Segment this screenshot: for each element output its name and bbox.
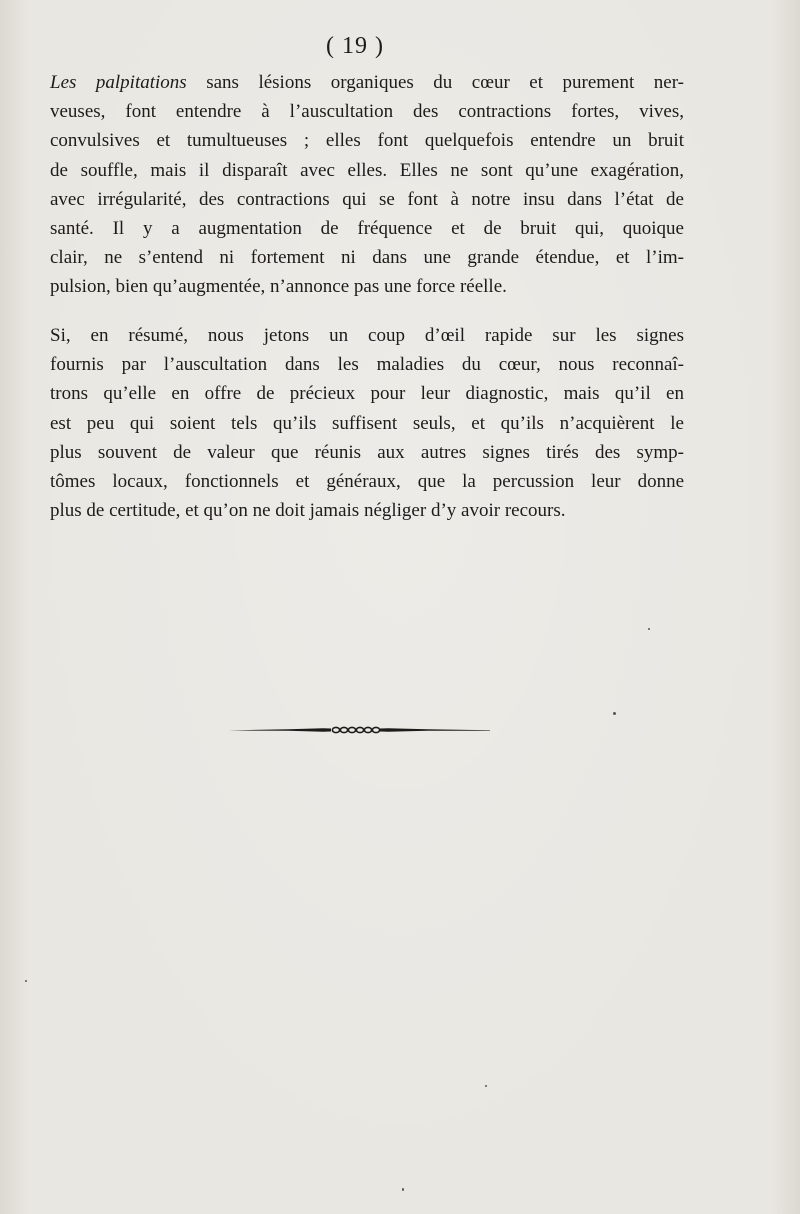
text-line: fournis par l’auscultation dans les maladies du cœur, nous reconnaî- <box>50 354 684 376</box>
text-line <box>50 68 684 97</box>
text-line: plus souvent de valeur que réunis aux autres signes tirés des symp- <box>50 441 684 463</box>
text-line: santé. Il y a augmentation de fréquence et de bruit qui, quoique <box>50 218 684 240</box>
text-line: veuses, font entendre à l’auscultation des contractions fortes, vives, <box>50 101 684 123</box>
text-line: plus de certitude, et qu’on ne doit jamais négliger d’y avoir recours. <box>50 500 566 522</box>
text-line: trons qu’elle en offre de précieux pour leur diagnostic, mais qu’il en <box>50 383 684 405</box>
paragraph-resume <box>50 321 684 525</box>
paragraph-palpitations <box>50 68 684 302</box>
text-line: clair, ne s’entend ni fortement ni dans une grande étendue, et l’im- <box>50 247 684 269</box>
first-line-rest: sans lésions organiques du cœur et purement ner- <box>186 72 684 93</box>
decorative-rule <box>228 722 490 738</box>
page-number: ( 19 ) <box>326 33 384 59</box>
text-line: tômes locaux, fonctionnels et généraux, que la percussion leur donne <box>50 471 684 493</box>
text-line: pulsion, bien qu’augmentée, n’annonce pas une force réelle. <box>50 276 507 298</box>
text-line: convulsives et tumultueuses ; elles font quelquefois entendre un bruit <box>50 130 684 152</box>
italic-lead: Les palpitations <box>50 72 187 93</box>
text-line: Si, en résumé, nous jetons un coup d’œil rapide sur les signes <box>50 325 684 346</box>
text-line: avec irrégularité, des contractions qui se font à notre insu dans l’état de <box>50 188 684 210</box>
text-line: est peu qui soient tels qu’ils suffisent seuls, et qu’ils n’acquièrent le <box>50 412 684 434</box>
text-line: de souffle, mais il disparaît avec elles. Elles ne sont qu’une exagération, <box>50 159 684 181</box>
